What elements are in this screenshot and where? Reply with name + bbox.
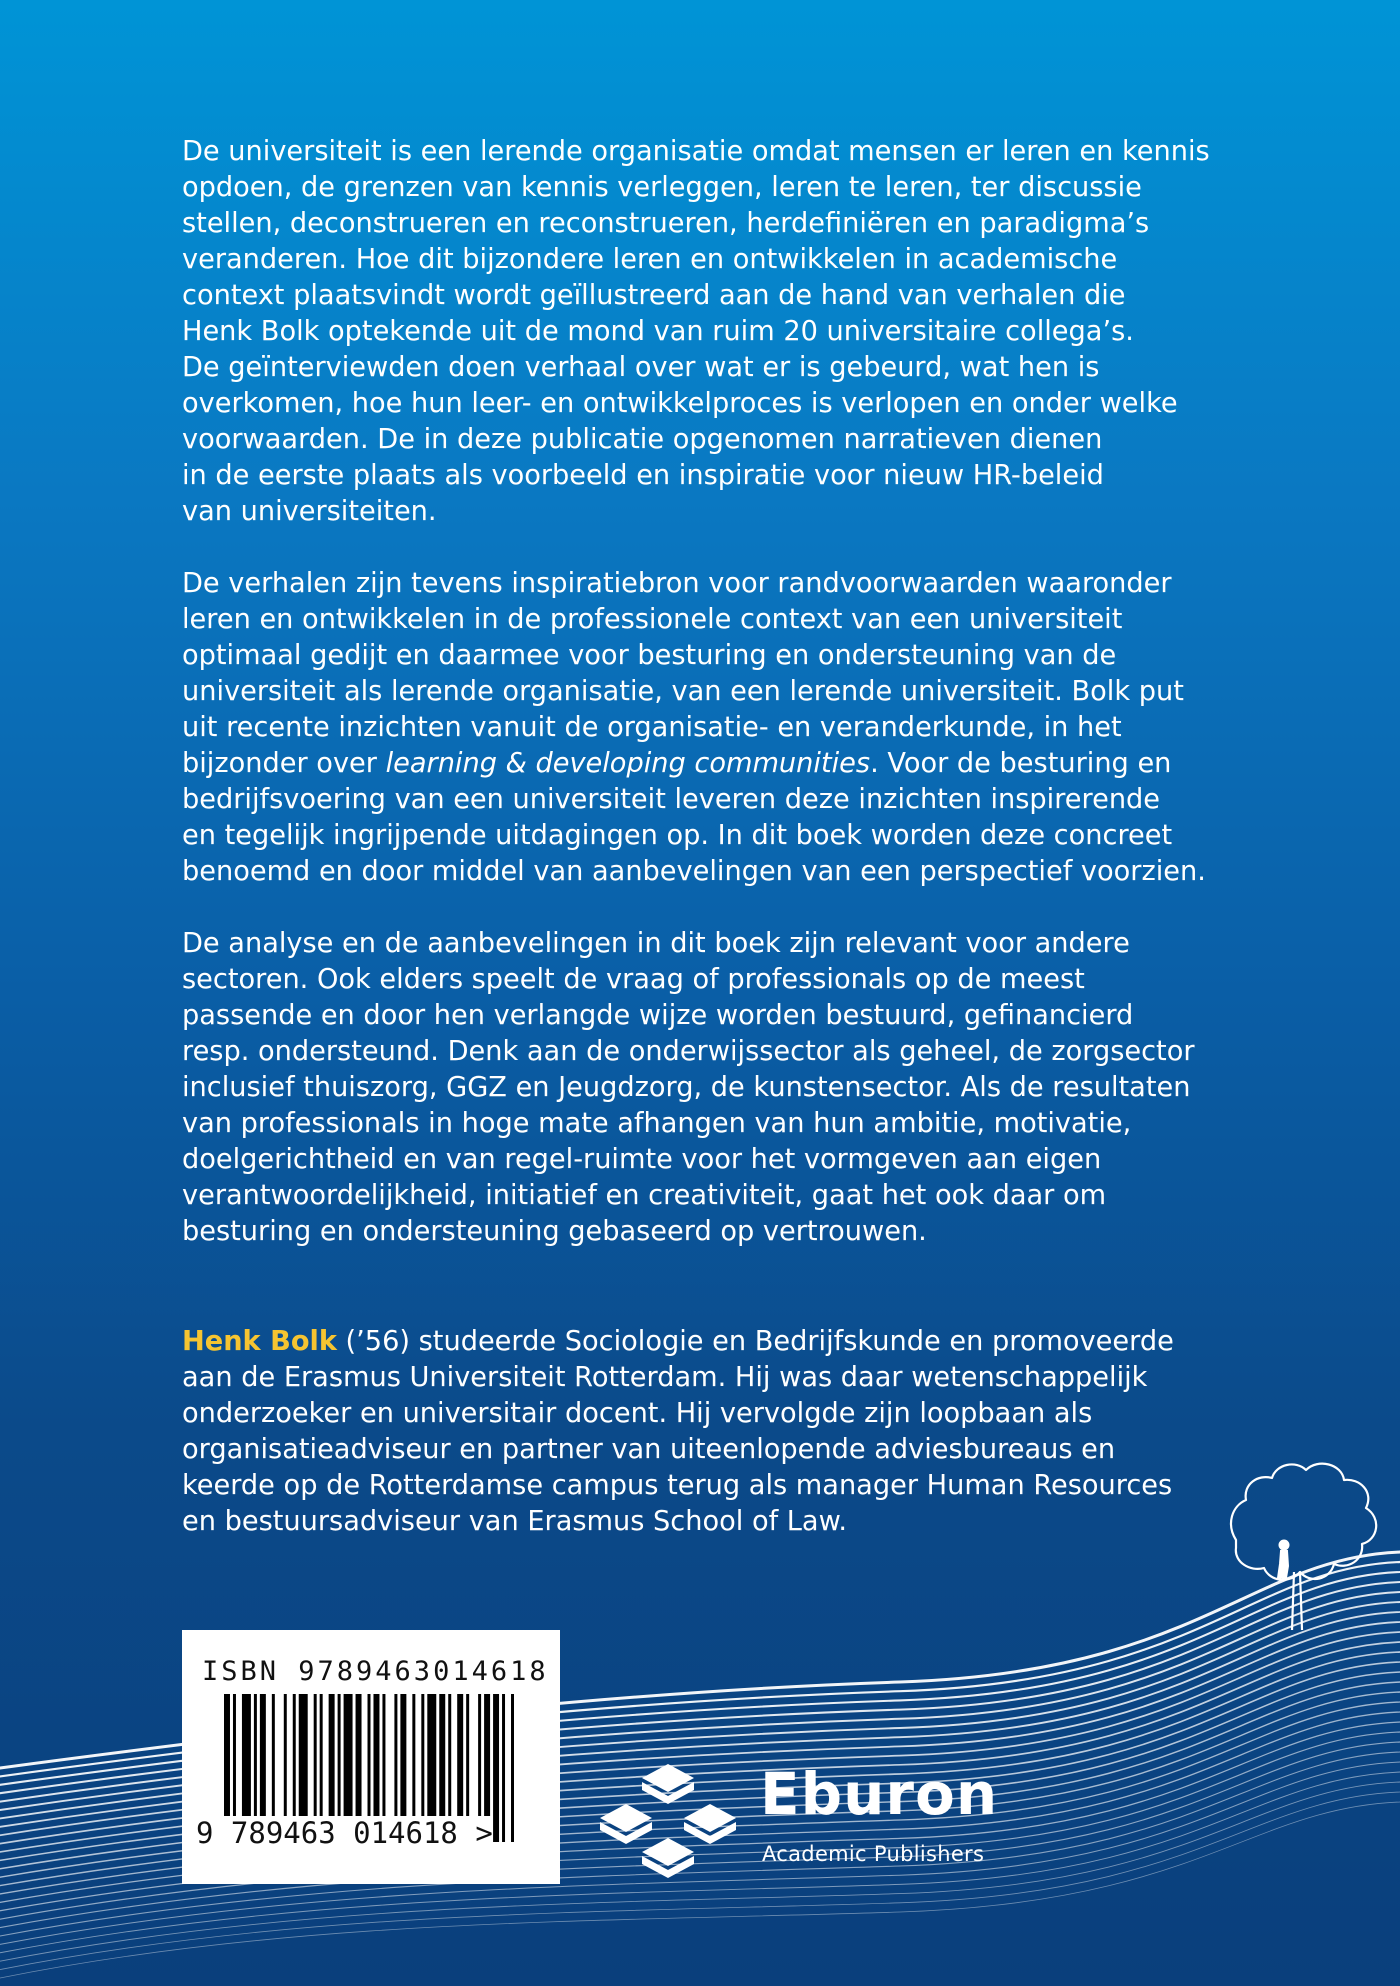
text-line: besturing en ondersteuning gebaseerd op vertrouwen. bbox=[182, 1216, 927, 1247]
blurb bbox=[182, 134, 1242, 1286]
text-line: keerde op de Rotterdamse campus terug als manager Human Resources bbox=[182, 1470, 1173, 1501]
publisher-logo bbox=[598, 1760, 1018, 1880]
isbn-barcode bbox=[182, 1630, 560, 1884]
text-line: context plaatsvindt wordt geïllustreerd aan de hand van verhalen die bbox=[182, 280, 1126, 311]
blurb-paragraph-1 bbox=[182, 134, 1242, 530]
isbn-digits-text: 9 789463 014618 > bbox=[196, 1816, 493, 1850]
text-line: De analyse en de aanbevelingen in dit boek zijn relevant voor andere bbox=[182, 928, 1130, 959]
text-line: van professionals in hoge mate afhangen van hun ambitie, motivatie, bbox=[182, 1108, 1132, 1139]
italic-term: learning & developing communities bbox=[385, 748, 871, 779]
author-bio-first-line: (’56) studeerde Sociologie en Bedrijfskunde en promoveerde bbox=[336, 1326, 1174, 1357]
text-line: verantwoordelijkheid, initiatief en creativiteit, gaat het ook daar om bbox=[182, 1180, 1107, 1211]
text-line: opdoen, de grenzen van kennis verleggen, leren te leren, ter discussie bbox=[182, 172, 1142, 203]
text-line: resp. ondersteund. Denk aan de onderwijssector als geheel, de zorgsector bbox=[182, 1036, 1195, 1067]
text-line: De verhalen zijn tevens inspiratiebron voor randvoorwaarden waaronder bbox=[182, 568, 1172, 599]
author-name: Henk Bolk bbox=[182, 1326, 337, 1357]
isbn-digits bbox=[196, 1816, 551, 1850]
text-line bbox=[182, 746, 1242, 782]
text-fragment: bijzonder over bbox=[182, 748, 386, 779]
text-line: inclusief thuiszorg, GGZ en Jeugdzorg, de kunstensector. Als de resultaten bbox=[182, 1072, 1191, 1103]
text-line: benoemd en door middel van aanbevelingen van een perspectief voorzien. bbox=[182, 856, 1206, 887]
text-line: en tegelijk ingrijpende uitdagingen op. In dit boek worden deze concreet bbox=[182, 820, 1173, 851]
text-line: bedrijfsvoering van een universiteit leveren deze inzichten inspirerende bbox=[182, 784, 1161, 815]
stacked-books-icon bbox=[598, 1760, 738, 1880]
text-line: uit recente inzichten vanuit de organisatie- en veranderkunde, in het bbox=[182, 712, 1122, 743]
text-line: Henk Bolk optekende uit de mond van ruim 20 universitaire collega’s. bbox=[182, 316, 1134, 347]
text-line: overkomen, hoe hun leer- en ontwikkelproces is verlopen en onder welke bbox=[182, 388, 1178, 419]
text-line: van universiteiten. bbox=[182, 496, 437, 527]
text-line: voorwaarden. De in deze publicatie opgenomen narratieven dienen bbox=[182, 424, 1103, 455]
publisher-subtitle: Academic Publishers bbox=[762, 1842, 985, 1866]
isbn-label: ISBN 9789463014618 bbox=[202, 1656, 549, 1687]
text-line: De universiteit is een lerende organisatie omdat mensen er leren en kennis bbox=[182, 136, 1210, 167]
publisher-name: Eburon bbox=[760, 1760, 999, 1828]
text-line: en bestuursadviseur van Erasmus School of Law. bbox=[182, 1506, 847, 1537]
text-line: optimaal gedijt en daarmee voor besturing en ondersteuning van de bbox=[182, 640, 1117, 671]
text-line: leren en ontwikkelen in de professionele context van een universiteit bbox=[182, 604, 1123, 635]
text-line: universiteit als lerende organisatie, van een lerende universiteit. Bolk put bbox=[182, 676, 1184, 707]
text-line: onderzoeker en universitair docent. Hij vervolgde zijn loopbaan als bbox=[182, 1398, 1093, 1429]
text-line: organisatieadviseur en partner van uiteenlopende adviesbureaus en bbox=[182, 1434, 1116, 1465]
text-line: sectoren. Ook elders speelt de vraag of professionals op de meest bbox=[182, 964, 1085, 995]
text-line: veranderen. Hoe dit bijzondere leren en ontwikkelen in academische bbox=[182, 244, 1118, 275]
text-line: aan de Erasmus Universiteit Rotterdam. Hij was daar wetenschappelijk bbox=[182, 1362, 1148, 1393]
author-bio-line bbox=[182, 1324, 1242, 1360]
person-icon bbox=[1278, 1541, 1289, 1579]
text-line: passende en door hen verlangde wijze worden bestuurd, gefinancierd bbox=[182, 1000, 1134, 1031]
text-line: stellen, deconstrueren en reconstrueren, herdefiniëren en paradigma’s bbox=[182, 208, 1150, 239]
text-fragment: . Voor de besturing en bbox=[870, 748, 1172, 779]
text-line: doelgerichtheid en van regel-ruimte voor het vormgeven aan eigen bbox=[182, 1144, 1102, 1175]
text-line: in de eerste plaats als voorbeeld en inspiratie voor nieuw HR-beleid bbox=[182, 460, 1104, 491]
blurb-paragraph-3 bbox=[182, 926, 1242, 1250]
text-line: De geïnterviewden doen verhaal over wat er is gebeurd, wat hen is bbox=[182, 352, 1100, 383]
blurb-paragraph-2 bbox=[182, 566, 1242, 890]
